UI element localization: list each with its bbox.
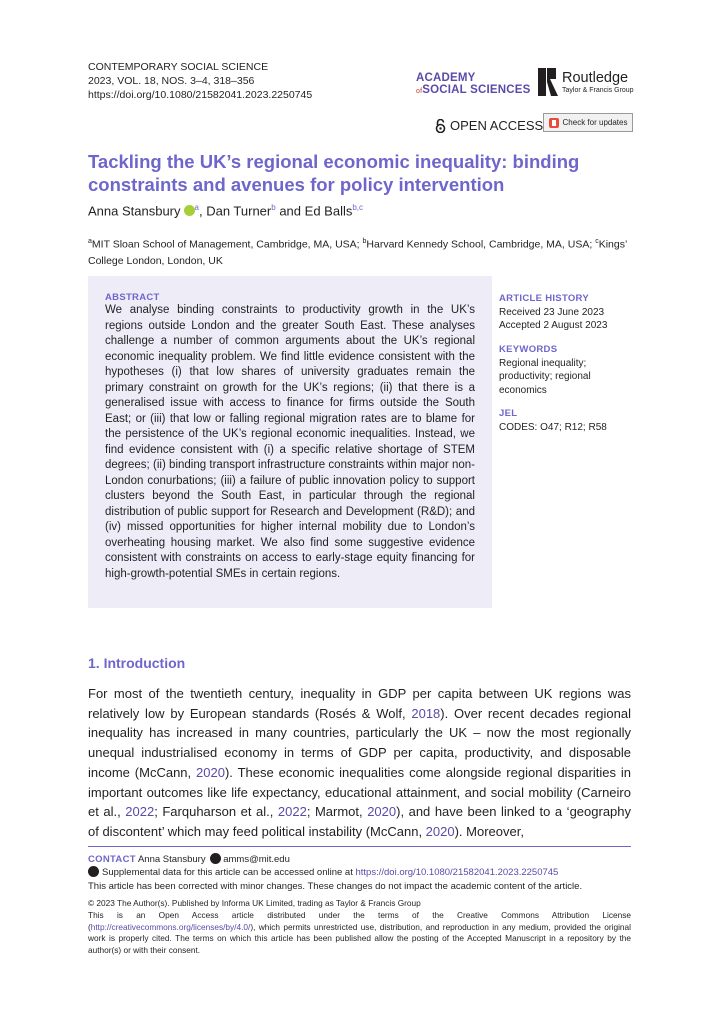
journal-name: CONTEMPORARY SOCIAL SCIENCE — [88, 61, 269, 73]
routledge-logo — [538, 68, 634, 96]
ref-link[interactable]: 2022 — [277, 804, 307, 820]
doi-link[interactable]: https://doi.org/10.1080/21582041.2023.2250745 — [88, 89, 313, 101]
jel-heading: JEL — [499, 408, 518, 419]
affil-a: MIT Sloan School of Management, Cambridge, MA, USA; — [91, 238, 360, 251]
abstract-text: We analyse binding constraints to productivity growth in the UK’s regions outside London and the greater South East. These analyses challenge a number of common arguments about the UK’s regional economic inequality problem. We find little evidence consistent with the hypotheses (i) that low shares of university graduates remain the primary constraint on growth for the UK’s regions; (ii) that there is a generalised issue with access to finance for firms outside the South East; or (iii) that low or falling regional migration rates are to blame for the persistence of the UK’s regional economic inequalities. Instead, we find evidence consistent with (i) a specific relative shortage of STEM degrees; (ii) binding transport infrastructure constraints within major non-London conurbations; (iii) a failure of public innovation policy to support clusters beyond the South East, in particular through the regional distribution of public support for Research and Development (R&D); and (iv) missed opportunities for higher internal mobility due to London’s overheating housing market. We also find some suggestive evidence consistent with constraints on access to early-stage equity financing for high-growth-potential SMEs in certain regions. — [105, 304, 475, 580]
academy-logo — [416, 72, 530, 98]
contact-line — [88, 853, 290, 866]
copyright-line: © 2023 The Author(s). Published by Informa UK Limited, trading as Taylor & Francis Group — [88, 898, 421, 908]
publisher-name: Routledge — [562, 69, 629, 86]
license-link[interactable]: http://creativecommons.org/licenses/by/4.0/ — [90, 921, 251, 932]
author-3-sup: b,c — [352, 203, 364, 212]
author-2[interactable]: Dan Turner — [206, 203, 272, 219]
license-text — [88, 910, 631, 956]
jel-block — [499, 407, 639, 434]
license-text-1: This is an Open Access article distributed under the terms of the Creative Commons Attribution License ( — [88, 910, 631, 932]
keywords-block — [499, 343, 639, 397]
ref-link[interactable]: 2020 — [367, 804, 397, 820]
affil-a-sup: a — [88, 238, 92, 245]
intro-text-1: For most of the twentieth century, inequality in GDP per capita between UK regions was relatively low by European standards (Rosés & Wolf, — [88, 686, 631, 721]
intro-text-6: ), and have been linked to a ‘geography of discontent’ which may feed political instability (McCann, — [88, 804, 632, 839]
affil-c-sup: c — [595, 238, 599, 245]
article-title: Tackling the UK’s regional economic inequality: binding constraints and avenues for policy intervention — [88, 151, 580, 195]
academy-of: of — [416, 88, 423, 95]
affiliations — [88, 234, 633, 269]
and-word: and — [279, 203, 302, 219]
footer-divider — [88, 846, 631, 847]
supplemental-text: Supplemental data for this article can be accessed online at — [102, 867, 356, 878]
intro-text-4: ; Farquharson et al., — [154, 804, 278, 820]
ref-link[interactable]: 2022 — [125, 804, 155, 820]
intro-text-7: ). Moreover, — [454, 823, 524, 839]
ref-link[interactable]: 2018 — [411, 705, 441, 721]
open-access-badge — [435, 118, 543, 133]
ref-link[interactable]: 2020 — [425, 823, 455, 839]
abstract-heading: ABSTRACT — [105, 292, 160, 303]
academy-line1: ACADEMY — [416, 72, 476, 84]
contact-name: Anna Stansbury — [137, 854, 206, 865]
correction-note: This article has been corrected with minor changes. These changes do not impact the academic content of the article. — [88, 881, 583, 892]
keywords-text: Regional inequality; productivity; regional economics — [499, 357, 591, 396]
ref-link[interactable]: 2020 — [196, 764, 225, 780]
volume-line: 2023, VOL. 18, NOS. 3–4, 318–356 — [88, 75, 255, 87]
envelope-icon — [210, 853, 221, 864]
open-lock-icon — [435, 119, 446, 133]
keywords-heading: KEYWORDS — [499, 344, 558, 355]
jel-codes: CODES: O47; R12; R58 — [499, 421, 607, 433]
author-2-sup: b — [271, 203, 276, 212]
check-updates-label: Check for updates — [562, 118, 628, 127]
supplemental-line — [88, 866, 558, 879]
author-3[interactable]: Ed Balls — [304, 203, 353, 219]
publisher-sub: Taylor & Francis Group — [562, 86, 634, 94]
history-heading: ARTICLE HISTORY — [499, 293, 590, 304]
supplemental-link[interactable]: https://doi.org/10.1080/21582041.2023.2250745 — [355, 867, 559, 878]
article-history — [499, 292, 639, 333]
open-access-label: OPEN ACCESS — [450, 118, 544, 133]
author-1-sup: a — [194, 203, 199, 212]
introduction-paragraph — [88, 684, 631, 842]
affil-c: Kings’ College London, London, UK — [88, 238, 627, 267]
orcid-icon[interactable] — [184, 205, 195, 216]
author-list: Anna Stansbury $^a$, Dan Turner$^b$ and Ed Balls$^{b,c}$ — [88, 203, 364, 219]
check-for-updates-button[interactable] — [543, 113, 633, 132]
section-heading-introduction: 1. Introduction — [88, 655, 186, 671]
intro-text-3: ). These economic inequalities come alongside regional disparities in important outcomes like life expectancy, educational attainment, and social mobility (Carneiro et al., — [88, 764, 631, 820]
routledge-mark-icon — [538, 68, 558, 96]
license-text-2: ), which permits unrestricted use, distribution, and reproduction in any medium, provided the original work is properly cited. The terms on which this article has been published allow the posting of the Accepted Manuscript in a repository by the author(s) or with their consent. — [88, 921, 631, 955]
academy-line2-wrap — [416, 84, 530, 98]
intro-text-5: ; Marmot, — [306, 804, 368, 820]
journal-info — [88, 60, 312, 102]
academy-line2: SOCIAL SCIENCES — [422, 84, 531, 96]
updates-icon — [549, 118, 559, 128]
contact-email[interactable]: amms@mit.edu — [223, 854, 290, 865]
intro-text-2: ). Over recent decades regional inequality has increased in many countries, particularly the UK – now the most regionally unequal industrialised economy in terms of GDP per capita, productivity, and disposable income (McCann, — [88, 705, 631, 780]
author-1[interactable]: Anna Stansbury — [88, 203, 181, 219]
contact-label: CONTACT — [88, 854, 136, 865]
affil-b-sup: b — [362, 238, 367, 245]
affil-b: Harvard Kennedy School, Cambridge, MA, USA; — [366, 238, 593, 251]
supplemental-icon — [88, 866, 99, 877]
received-date: Received 23 June 2023 — [499, 306, 605, 318]
accepted-date: Accepted 2 August 2023 — [499, 320, 608, 331]
